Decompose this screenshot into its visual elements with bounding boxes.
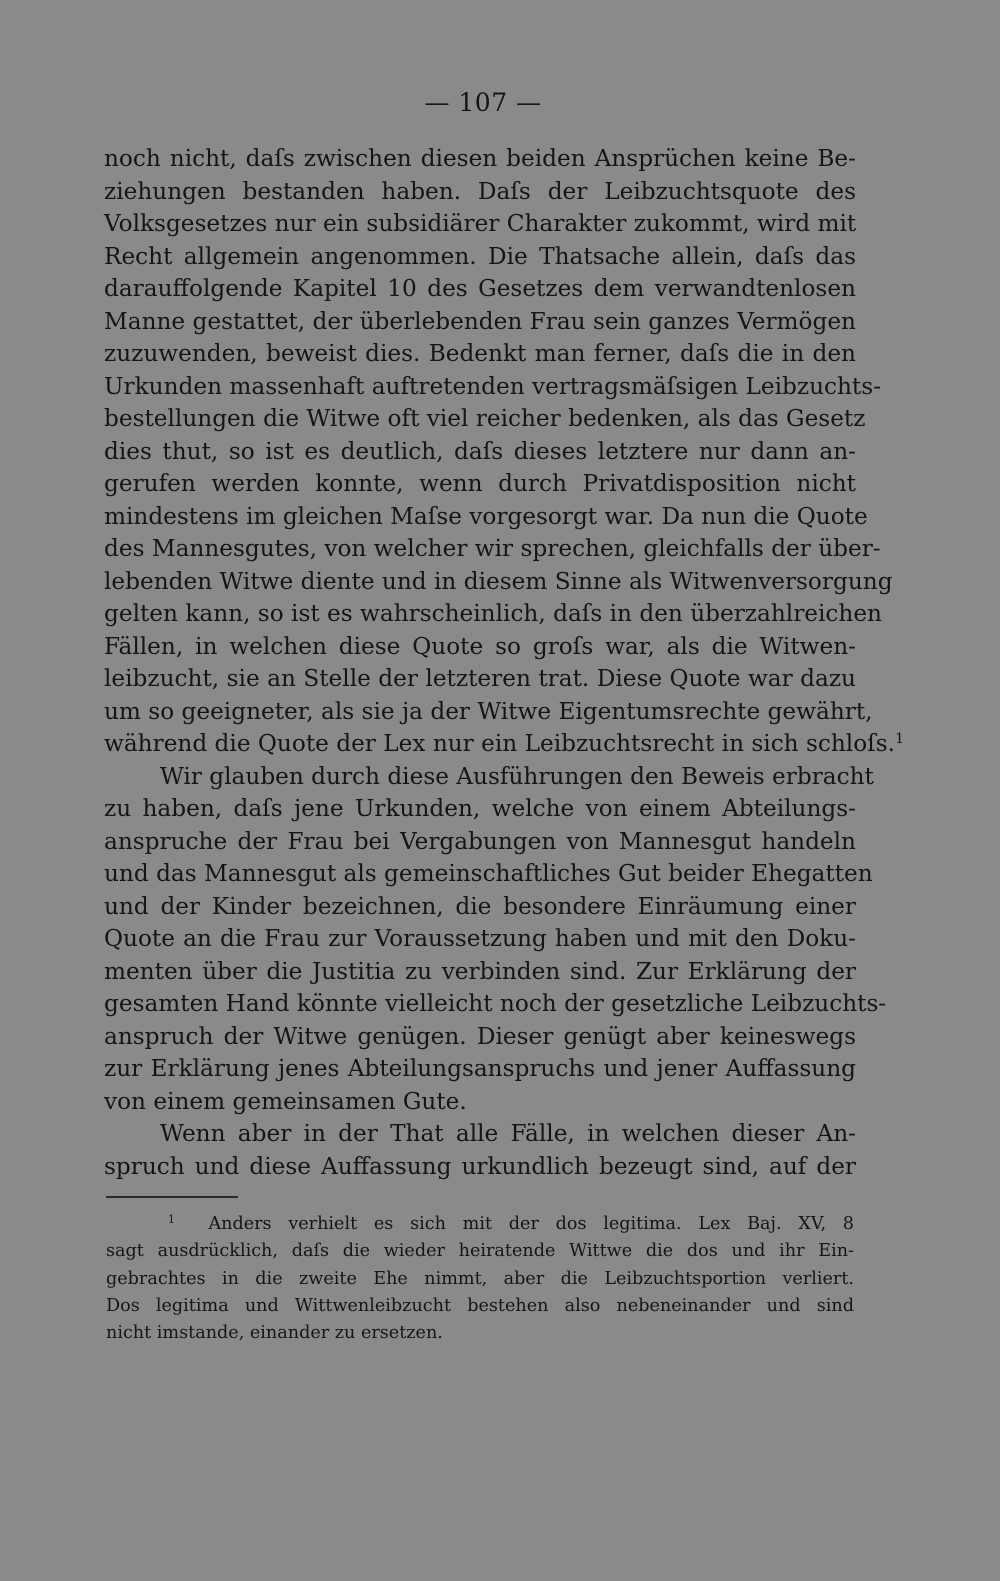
text-line: bestellungen die Witwe oft viel reicher bedenken, als das Gesetz — [104, 405, 866, 432]
text-line: des Mannesgutes, von welcher wir sprechen, gleichfalls der über- — [104, 535, 881, 562]
text-line: Recht allgemein angenommen. Die Thatsache allein, daſs das — [104, 242, 856, 270]
paragraph-2 — [104, 761, 887, 1119]
text-line: ziehungen bestanden haben. Daſs der Leibzuchtsquote des — [104, 177, 856, 205]
paragraph-3 — [104, 1118, 856, 1183]
text-line: Wenn aber in der That alle Fälle, in welchen dieser An- — [160, 1120, 856, 1147]
text-line: zu haben, daſs jene Urkunden, welche von einem Abteilungs- — [104, 795, 856, 822]
text-line: gesamten Hand könnte vielleicht noch der gesetzliche Leibzuchts- — [104, 990, 887, 1017]
footnote-reference[interactable]: 1 — [895, 731, 905, 748]
text-line: Volksgesetzes nur ein subsidiärer Charakter zukommt, wird mit — [104, 210, 857, 237]
page-number: — 107 — — [424, 88, 542, 117]
text-line: anspruch der Witwe genügen. Dieser genügt aber keineswegs — [104, 1022, 856, 1050]
line-text: während die Quote der Lex nur ein Leibzuchtsrecht in sich schloſs. — [104, 730, 896, 757]
text-line: menten über die Justitia zu verbinden sind. Zur Erklärung der — [104, 957, 856, 985]
text-line: zuzuwenden, beweist dies. Bedenkt man ferner, daſs die in den — [104, 340, 856, 367]
footnote-line: gebrachtes in die zweite Ehe nimmt, aber die Leibzuchtsportion verliert. — [106, 1268, 854, 1289]
text-line: von einem gemeinsamen Gute. — [104, 1087, 467, 1115]
text-line: darauffolgende Kapitel 10 des Gesetzes dem verwandtenlosen — [104, 275, 856, 302]
footnote-text: Anders verhielt es sich mit der dos legitima. Lex Baj. XV, 8 — [208, 1214, 854, 1234]
text-line: leibzucht, sie an Stelle der letzteren trat. Diese Quote war dazu — [104, 665, 856, 692]
footnote-line: Dos legitima und Wittwenleibzucht bestehen also nebeneinander und sind — [106, 1295, 854, 1316]
footnote-separator — [106, 1196, 238, 1198]
text-line: zur Erklärung jenes Abteilungsanspruchs und jener Auffassung — [104, 1055, 856, 1082]
text-line: Urkunden massenhaft auftretenden vertragsmäſsigen Leibzuchts- — [104, 372, 881, 400]
text-line: anspruche der Frau bei Vergabungen von Mannesgut handeln — [104, 827, 856, 855]
footnote-line: sagt ausdrücklich, daſs die wieder heiratende Wittwe die dos und ihr Ein- — [106, 1241, 854, 1262]
text-line: Fällen, in welchen diese Quote so groſs war, als die Witwen- — [104, 632, 856, 660]
text-line: spruch und diese Auffassung urkundlich bezeugt sind, auf der — [104, 1152, 856, 1180]
footnote-marker: 1 — [168, 1213, 175, 1226]
text-line: mindestens im gleichen Maſse vorgesorgt war. Da nun die Quote — [104, 502, 868, 530]
paragraph-1 — [104, 143, 905, 761]
body-text — [104, 143, 905, 1183]
text-line: und der Kinder bezeichnen, die besondere Einräumung einer — [104, 892, 856, 920]
footnote-line — [106, 1211, 854, 1238]
text-line: noch nicht, daſs zwischen diesen beiden Ansprüchen keine Be- — [104, 145, 856, 172]
text-line: Wir glauben durch diese Ausführungen den Beweis erbracht — [160, 762, 874, 790]
text-line: lebenden Witwe diente und in diesem Sinne als Witwenversorgung — [104, 567, 893, 595]
text-line: gelten kann, so ist es wahrscheinlich, daſs in den überzahlreichen — [104, 600, 882, 627]
footnote-line: nicht imstande, einander zu ersetzen. — [106, 1323, 443, 1344]
text-line — [104, 728, 905, 761]
footnote — [106, 1211, 854, 1347]
text-line: um so geeigneter, als sie ja der Witwe Eigentumsrechte gewährt, — [104, 697, 873, 725]
text-line: gerufen werden konnte, wenn durch Privatdisposition nicht — [104, 470, 856, 497]
text-line: Quote an die Frau zur Voraussetzung haben und mit den Doku- — [104, 925, 856, 952]
text-line: dies thut, so ist es deutlich, daſs dieses letztere nur dann an- — [104, 437, 856, 465]
text-line: und das Mannesgut als gemeinschaftliches Gut beider Ehegatten — [104, 860, 873, 887]
text-line: Manne gestattet, der überlebenden Frau sein ganzes Vermögen — [104, 307, 856, 335]
